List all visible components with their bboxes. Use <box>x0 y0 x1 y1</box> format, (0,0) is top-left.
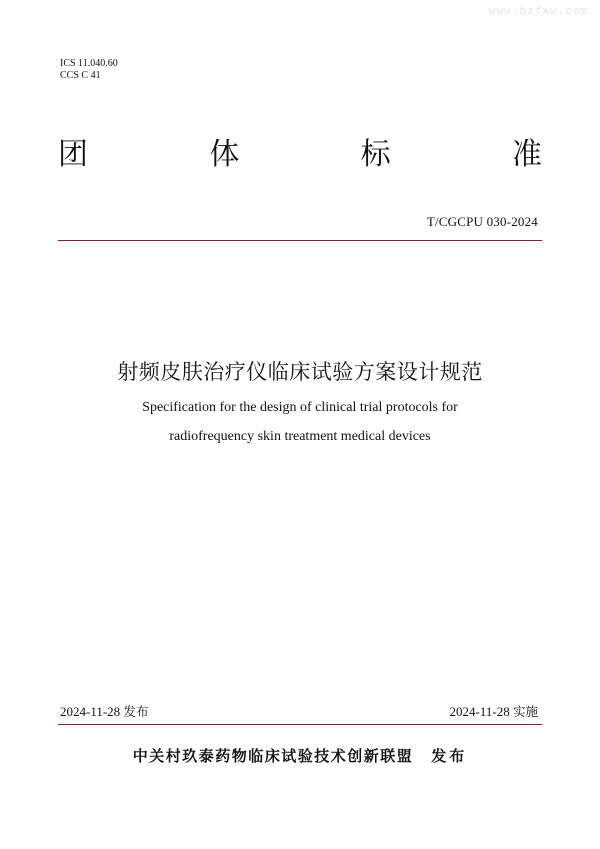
standard-type-char: 团 <box>58 137 88 172</box>
issue-date-value: 2024-11-28 <box>60 704 121 719</box>
ccs-code: CCS C 41 <box>60 70 101 81</box>
issue-date-label: 发布 <box>123 704 149 719</box>
title-chinese: 射频皮肤治疗仪临床试验方案设计规范 <box>117 360 483 384</box>
standard-type-char: 准 <box>511 137 542 172</box>
title-english-line-1: Specification for the design of clinical trial protocols for <box>142 400 458 415</box>
implementation-date-label: 实施 <box>512 704 538 719</box>
title-english-line-2: radiofrequency skin treatment medical devices <box>169 429 431 444</box>
classification-codes <box>60 58 118 82</box>
top-divider <box>58 240 542 241</box>
implementation-date <box>450 702 538 720</box>
watermark: www.bzfxw.com <box>488 4 588 17</box>
standard-type-char: 体 <box>209 137 240 172</box>
issuer-label: 发布 <box>431 747 468 765</box>
standard-number: T/CGCPU 030-2024 <box>426 214 538 229</box>
bottom-divider <box>58 724 542 725</box>
issuer-name: 中关村玖泰药物临床试验技术创新联盟 <box>132 747 414 765</box>
issue-date <box>60 702 148 720</box>
implementation-date-value: 2024-11-28 <box>449 704 510 719</box>
standard-type-heading <box>58 138 542 172</box>
issuing-organization <box>0 745 600 766</box>
standard-type-char: 标 <box>360 137 391 172</box>
ics-code: ICS 11.040.60 <box>60 58 118 69</box>
